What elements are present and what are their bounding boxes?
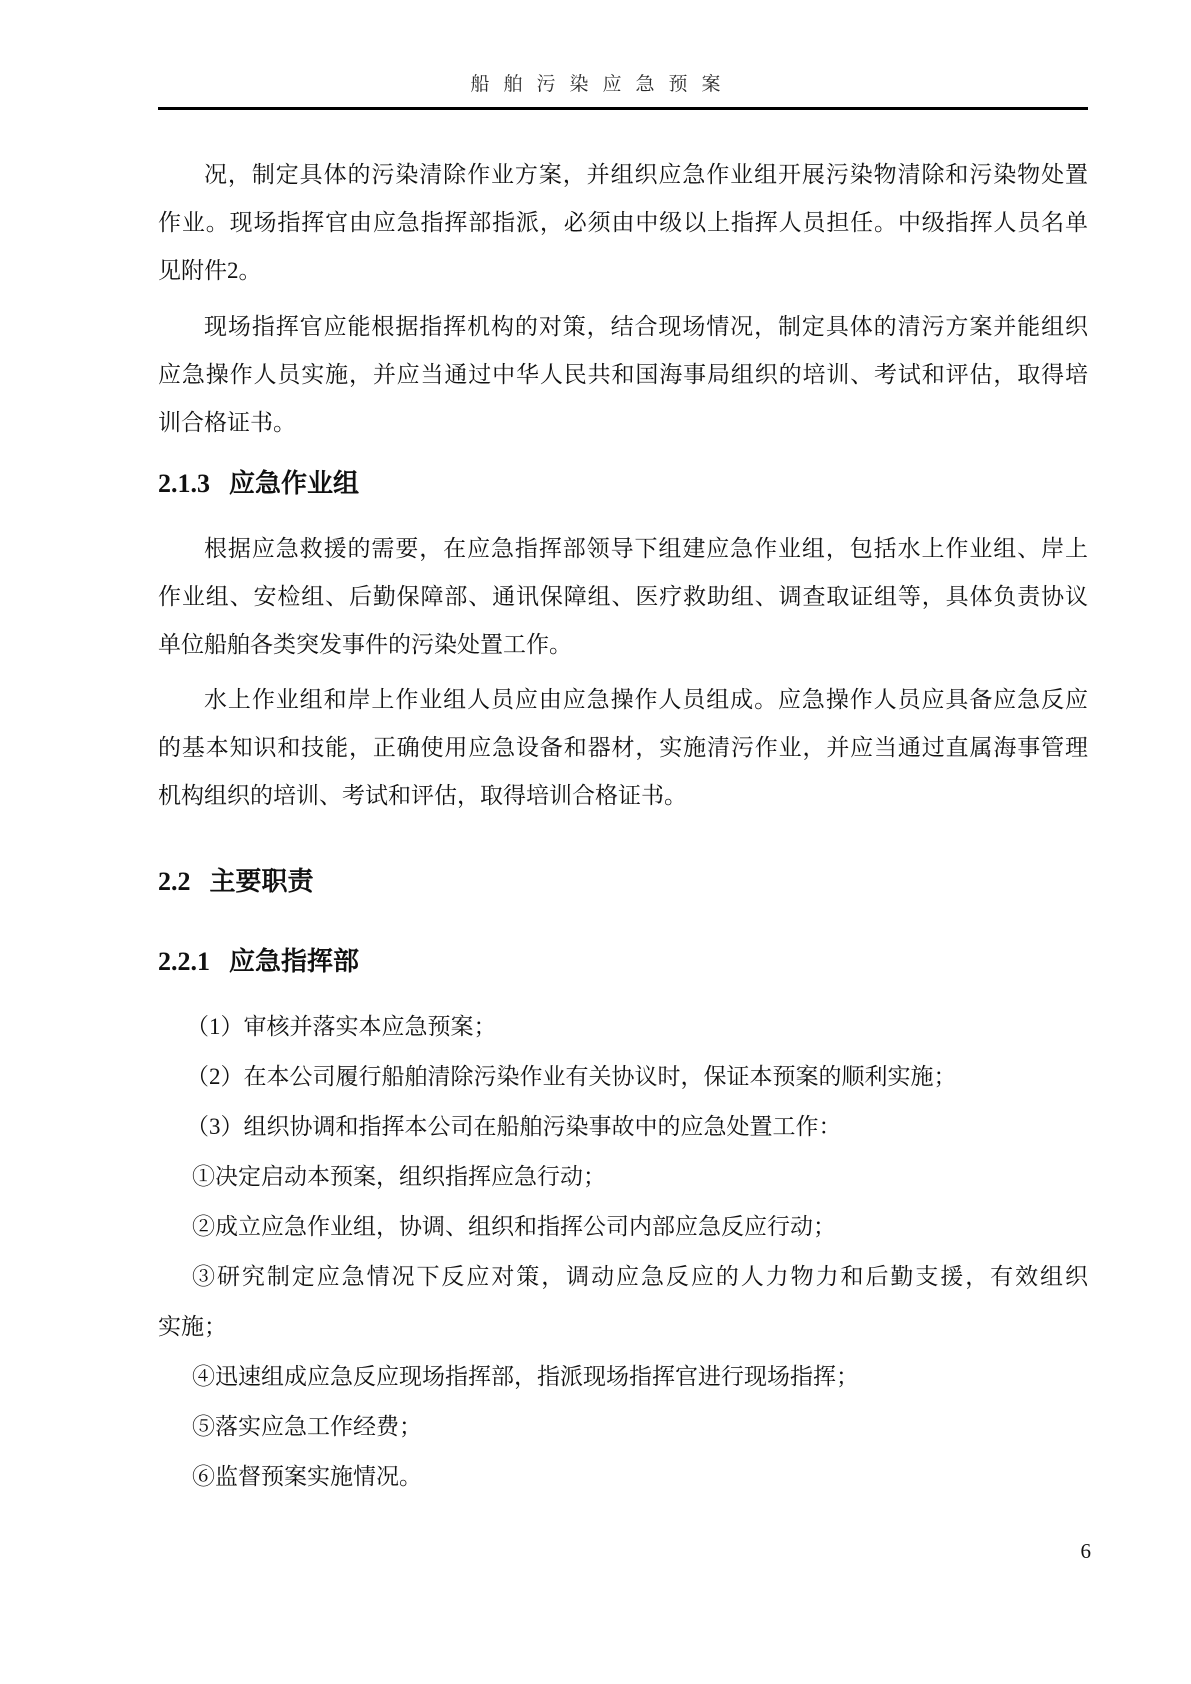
heading-title: 应急作业组 xyxy=(229,469,360,498)
heading-number: 2.2 xyxy=(158,867,191,896)
paragraph-line: 现场指挥官应能根据指挥机构的对策，结合现场情况，制定具体的清污方案并能组织 xyxy=(204,314,1088,339)
list-item: ①决定启动本预案，组织指挥应急行动； xyxy=(192,1164,606,1189)
paragraph-line: 单位船舶各类突发事件的污染处置工作。 xyxy=(158,632,572,657)
list-item: ②成立应急作业组，协调、组织和指挥公司内部应急反应行动； xyxy=(192,1214,836,1239)
paragraph xyxy=(158,525,1088,669)
paragraph xyxy=(158,151,1088,295)
heading-title: 应急指挥部 xyxy=(229,947,360,976)
paragraph xyxy=(158,303,1088,447)
list-item: ④迅速组成应急反应现场指挥部，指派现场指挥官进行现场指挥； xyxy=(192,1364,859,1389)
section-heading-2-1-3 xyxy=(158,460,1088,508)
paragraph-line: 根据应急救援的需要，在应急指挥部领导下组建应急作业组，包括水上作业组、岸上 xyxy=(204,536,1088,561)
document-body xyxy=(158,151,1088,1502)
heading-title: 主要职责 xyxy=(209,867,314,896)
page-number: 6 xyxy=(1080,1539,1091,1563)
duty-list xyxy=(158,1002,1088,1502)
paragraph xyxy=(158,676,1088,820)
list-item: ⑥监督预案实施情况。 xyxy=(192,1464,422,1489)
section-heading-2-2-1 xyxy=(158,938,1088,986)
list-item: （2）在本公司履行船舶清除污染作业有关协议时，保证本预案的顺利实施； xyxy=(186,1064,957,1089)
paragraph-line: 的基本知识和技能，正确使用应急设备和器材，实施清污作业，并应当通过直属海事管理 xyxy=(158,735,1088,760)
list-item-continuation: 实施； xyxy=(158,1314,227,1339)
paragraph-line: 水上作业组和岸上作业组人员应由应急操作人员组成。应急操作人员应具备应急反应 xyxy=(204,687,1088,712)
paragraph-line: 训合格证书。 xyxy=(158,410,296,435)
paragraph-line: 作业组、安检组、后勤保障部、通讯保障组、医疗救助组、调查取证组等，具体负责协议 xyxy=(158,584,1088,609)
page-header-title: 船舶污染应急预案 xyxy=(470,74,735,95)
paragraph-line: 况，制定具体的污染清除作业方案，并组织应急作业组开展污染物清除和污染物处置 xyxy=(204,162,1088,187)
heading-number: 2.1.3 xyxy=(158,469,210,498)
paragraph-line: 见附件2。 xyxy=(158,258,262,283)
list-item: （1）审核并落实本应急预案； xyxy=(186,1014,497,1039)
paragraph-line: 机构组织的培训、考试和评估，取得培训合格证书。 xyxy=(158,783,687,808)
heading-number: 2.2.1 xyxy=(158,947,210,976)
list-item: ⑤落实应急工作经费； xyxy=(192,1414,422,1439)
header-rule xyxy=(158,107,1088,110)
list-item: ③研究制定应急情况下反应对策，调动应急反应的人力物力和后勤支援，有效组织 xyxy=(192,1264,1088,1289)
section-heading-2-2 xyxy=(158,858,1088,906)
paragraph-line: 作业。现场指挥官由应急指挥部指派，必须由中级以上指挥人员担任。中级指挥人员名单 xyxy=(158,210,1088,235)
list-item: （3）组织协调和指挥本公司在船舶污染事故中的应急处置工作： xyxy=(186,1114,842,1139)
paragraph-line: 应急操作人员实施，并应当通过中华人民共和国海事局组织的培训、考试和评估，取得培 xyxy=(158,362,1088,387)
